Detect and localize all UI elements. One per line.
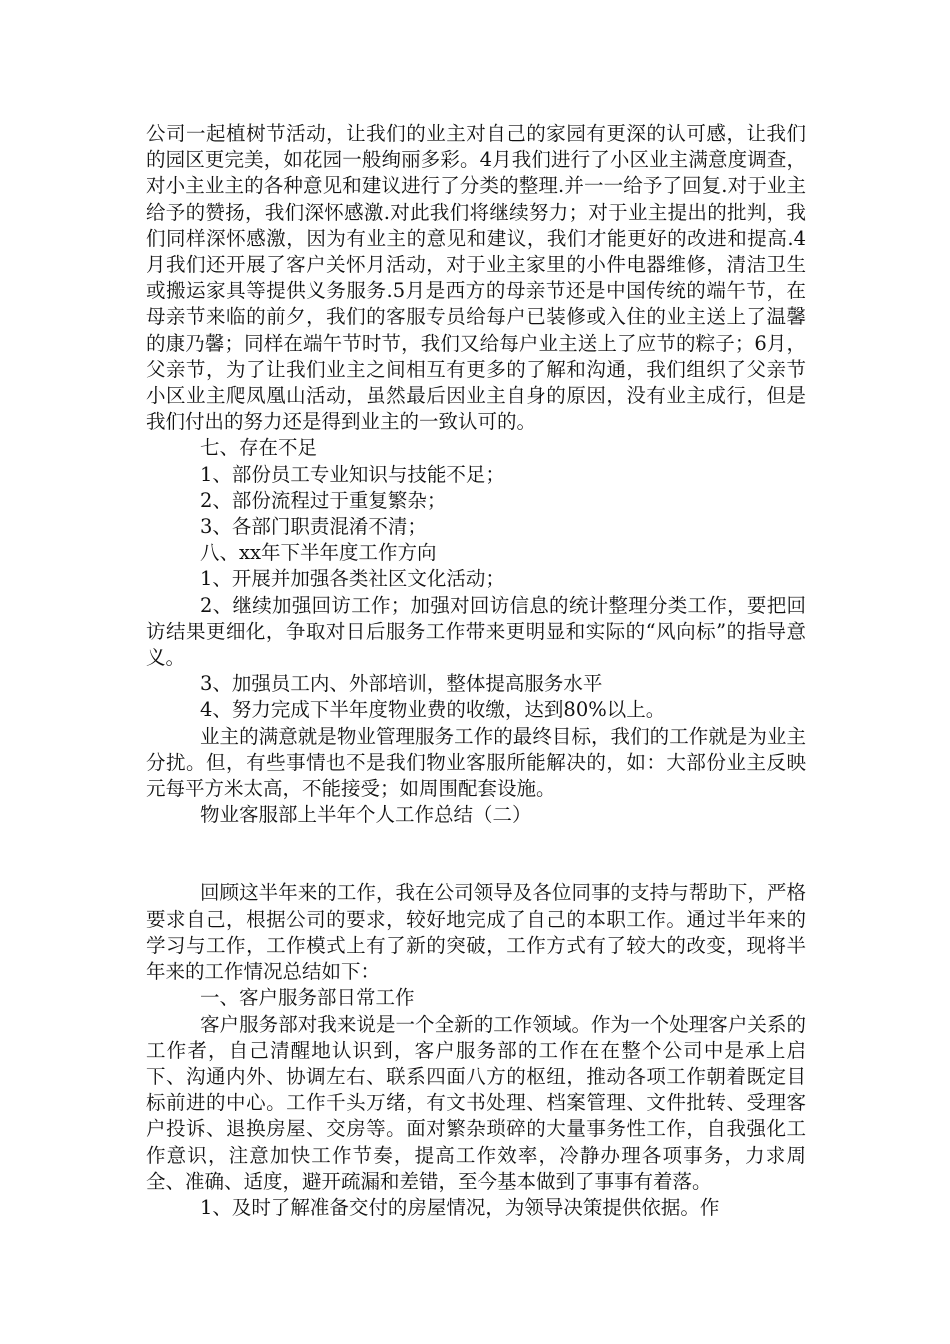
list-item: 1、开展并加强各类社区文化活动； — [200, 567, 505, 591]
heading-daily-work: 一、客户服务部日常工作 — [200, 986, 415, 1010]
heading-work-direction: 八、xx年下半年度工作方向 — [200, 541, 437, 565]
list-item: 2、继续加强回访工作；加强对回访信息的统计整理分类工作，要把回访结果更细化，争取对日后服务工作带来更明显和实际的“风向标”的指导意义。 — [146, 593, 806, 670]
list-item: 1、部份员工专业知识与技能不足； — [200, 462, 505, 486]
blank-spacer — [146, 828, 806, 880]
document-body — [146, 121, 806, 1221]
section-title: 物业客服部上半年个人工作总结（二） — [200, 803, 532, 827]
paragraph-activities: 公司一起植树节活动，让我们的业主对自己的家园有更深的认可感，让我们的园区更完美，如花园一般绚丽多彩。4月我们进行了小区业主满意度调查，对小主业主的各种意见和建议进行了分类的整理.并一一给予了回复.对于业主给予的赞扬，我们深怀感激.对此我们将继续努力；对于业主提出的批判，我们同样深怀感激，因为有业主的意见和建议，我们才能更好的改进和提高.4月我们还开展了客户关怀月活动，对于业主家里的小件电器维修，清洁卫生或搬运家具等提供义务服务.5月是西方的母亲节还是中国传统的端午节，在母亲节来临的前夕，我们的客服专员给每户已装修或入住的业主送上了温馨的康乃馨；同样在端午节时节，我们又给每户业主送上了应节的粽子；6月，父亲节，为了让我们业主之间相互有更多的了解和沟通，我们组织了父亲节小区业主爬凤凰山活动，虽然最后因业主自身的原因，没有业主成行，但是我们付出的努力还是得到业主的一致认可的。 — [146, 122, 806, 434]
paragraph-satisfaction: 业主的满意就是物业管理服务工作的最终目标，我们的工作就是为业主分扰。但，有些事情也不是我们物业客服所能解决的，如：大部份业主反映元每平方米太高，不能接受；如周围配套设施。 — [146, 724, 806, 801]
paragraph-review: 回顾这半年来的工作，我在公司领导及各位同事的支持与帮助下，严格要求自己，根据公司的要求，较好地完成了自己的本职工作。通过半年来的学习与工作，工作模式上有了新的突破，工作方式有了较大的改变，现将半年来的工作情况总结如下： — [146, 881, 806, 984]
heading-shortcomings: 七、存在不足 — [200, 436, 318, 460]
paragraph-customer-service: 客户服务部对我来说是一个全新的工作领域。作为一个处理客户关系的工作者，自己清醒地认识到，客户服务部的工作在在整个公司中是承上启下、沟通内外、协调左右、联系四面八方的枢纽，推动各项工作朝着既定目标前进的中心。工作千头万绪，有文书处理、档案管理、文件批转、受理客户投诉、退换房屋、交房等。面对繁杂琐碎的大量事务性工作，自我强化工作意识，注意加快工作节奏，提高工作效率，冷静办理各项事务，力求周全、准确、适度，避开疏漏和差错，至今基本做到了事事有着落。 — [146, 1012, 806, 1193]
list-item: 3、各部门职责混淆不清； — [200, 515, 427, 539]
list-item: 2、部份流程过于重复繁杂； — [200, 488, 447, 512]
list-item: 1、及时了解准备交付的房屋情况，为领导决策提供依据。作 — [200, 1195, 720, 1219]
list-item: 4、努力完成下半年度物业费的收缴，达到80%以上。 — [200, 698, 666, 722]
list-item: 3、加强员工内、外部培训，整体提高服务水平 — [200, 672, 603, 696]
